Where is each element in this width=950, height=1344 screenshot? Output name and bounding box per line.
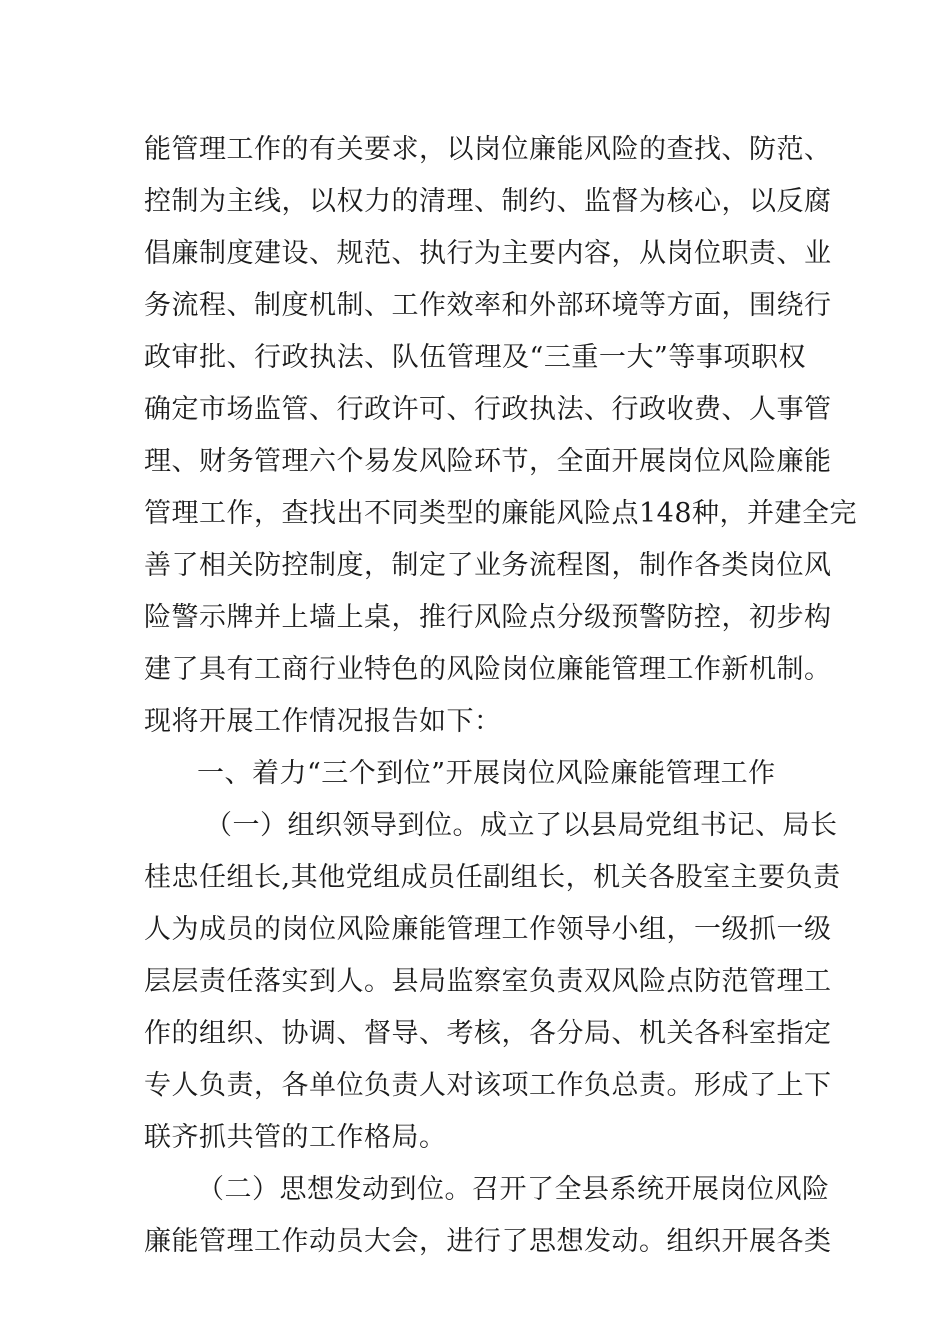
body-text-line: 理、财务管理六个易发风险环节，全面开展岗位风险廉能 [144, 446, 832, 477]
body-text-line: 桂忠任组长,其他党组成员任副组长，机关各股室主要负责 [144, 862, 841, 893]
body-text-line: 管理工作，查找出不同类型的廉能风险点148种，并建全完 [144, 498, 858, 529]
body-text-line: 作的组织、协调、督导、考核，各分局、机关各科室指定 [144, 1018, 832, 1049]
body-text-line: 人为成员的岗位风险廉能管理工作领导小组，一级抓一级 [144, 914, 832, 945]
body-text-line: 倡廉制度建设、规范、执行为主要内容，从岗位职责、业 [144, 238, 832, 269]
body-text-line: 能管理工作的有关要求，以岗位廉能风险的查找、防范、 [144, 134, 832, 165]
body-text-line: 务流程、制度机制、工作效率和外部环境等方面，围绕行 [144, 290, 832, 321]
body-text-line: 政审批、行政执法、队伍管理及“三重一大”等事项职权 [144, 342, 806, 373]
subsection-first-line: （一）组织领导到位。成立了以县局党组书记、局长 [205, 810, 838, 841]
body-text-line: 确定市场监管、行政许可、行政执法、行政收费、人事管 [144, 394, 832, 425]
body-text-line: 建了具有工商行业特色的风险岗位廉能管理工作新机制。 [144, 654, 832, 685]
body-text-line: 控制为主线，以权力的清理、制约、监督为核心，以反腐 [144, 186, 832, 217]
body-text-line: 联齐抓共管的工作格局。 [144, 1122, 447, 1153]
body-text-line: 善了相关防控制度，制定了业务流程图，制作各类岗位风 [144, 550, 832, 581]
body-text-line: 廉能管理工作动员大会，进行了思想发动。组织开展各类 [144, 1226, 832, 1257]
body-text-line: 现将开展工作情况报告如下： [144, 706, 502, 737]
body-text-line: 层层责任落实到人。县局监察室负责双风险点防范管理工 [144, 966, 832, 997]
subsection-first-line: （二）思想发动到位。召开了全县系统开展岗位风险 [197, 1174, 830, 1205]
body-text-line: 专人负责，各单位负责人对该项工作负总责。形成了上下 [144, 1070, 832, 1101]
section-heading: 一、着力“三个到位”开展岗位风险廉能管理工作 [197, 758, 776, 789]
body-text-line: 险警示牌并上墙上桌，推行风险点分级预警防控，初步构 [144, 602, 832, 633]
